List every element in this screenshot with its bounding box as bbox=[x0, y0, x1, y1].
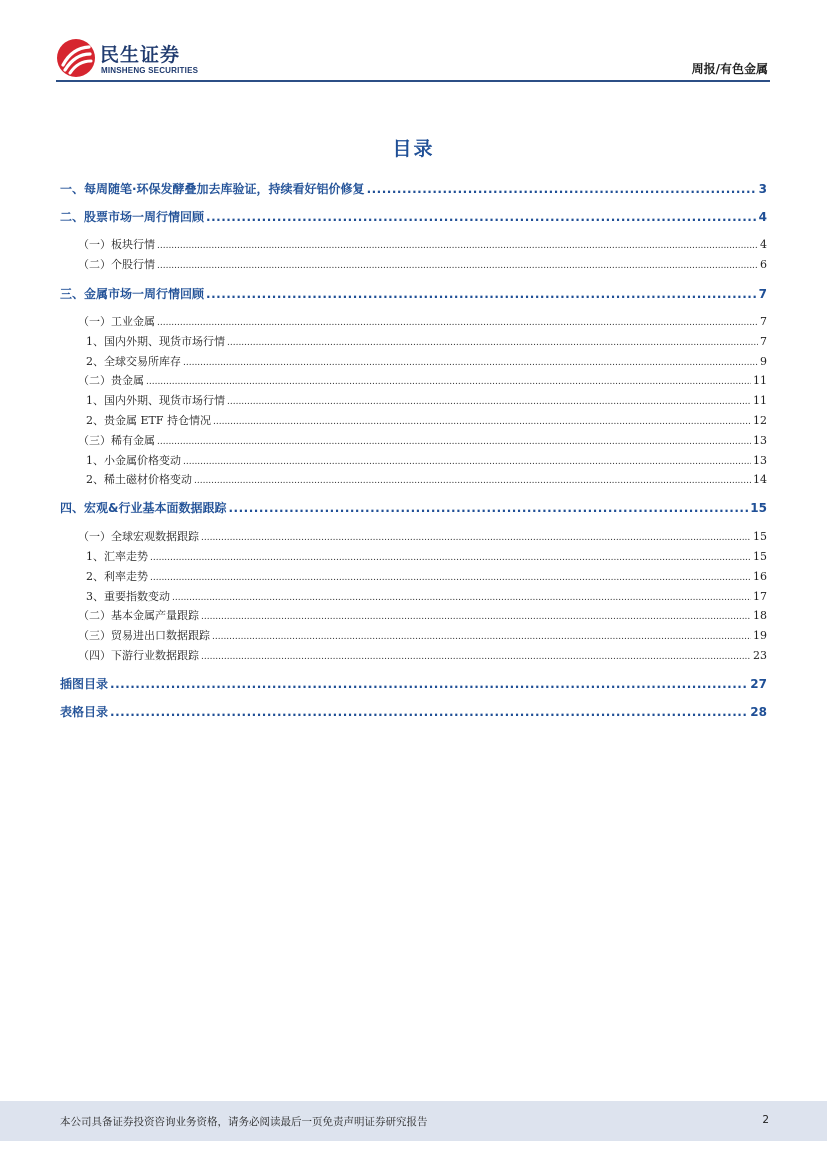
toc-leader bbox=[213, 417, 751, 427]
toc-entry-section-2[interactable] bbox=[60, 208, 767, 225]
toc-entry-page: 11 bbox=[753, 394, 767, 407]
toc-entry-page: 27 bbox=[750, 677, 767, 691]
toc-entry-page: 4 bbox=[760, 238, 767, 251]
toc-entry-text: （二）个股行情 bbox=[78, 258, 155, 271]
toc-entry-page: 14 bbox=[753, 473, 767, 486]
toc-entry-text: （二）贵金属 bbox=[78, 374, 144, 387]
toc-entry-figure-list[interactable] bbox=[60, 675, 767, 692]
toc-entry-page: 12 bbox=[753, 414, 767, 427]
toc-entry-subsection[interactable] bbox=[60, 236, 767, 252]
toc-leader bbox=[206, 210, 757, 224]
toc-leader bbox=[201, 533, 751, 543]
toc-entry-text: （三）稀有金属 bbox=[78, 434, 155, 447]
company-logo bbox=[56, 38, 216, 78]
toc-leader bbox=[157, 261, 758, 271]
toc-entry-text: 1、汇率走势 bbox=[86, 550, 148, 563]
toc-leader bbox=[194, 476, 751, 486]
toc-entry-text: 1、国内外期、现货市场行情 bbox=[86, 335, 225, 348]
toc-leader bbox=[206, 287, 757, 301]
toc-entry-text: 2、利率走势 bbox=[86, 570, 148, 583]
toc-entry-subsection[interactable] bbox=[60, 647, 767, 663]
toc-entry-subsection[interactable] bbox=[60, 607, 767, 623]
toc-entry-page: 23 bbox=[753, 649, 767, 662]
toc-entry-item[interactable] bbox=[60, 471, 767, 487]
report-type-label: 周报/有色金属 bbox=[691, 62, 768, 76]
toc-entry-text: （二）基本金属产量跟踪 bbox=[78, 609, 199, 622]
toc-entry-page: 15 bbox=[753, 530, 767, 543]
logo-english-name: MINSHENG SECURITIES bbox=[101, 66, 199, 75]
toc-entry-text: 三、金属市场一周行情回顾 bbox=[60, 287, 205, 301]
toc-entry-item[interactable] bbox=[60, 392, 767, 408]
toc-entry-item[interactable] bbox=[60, 353, 767, 369]
toc-entry-table-list[interactable] bbox=[60, 703, 767, 720]
toc-entry-page: 9 bbox=[760, 355, 767, 368]
toc-entry-text: 插图目录 bbox=[60, 677, 109, 691]
toc-entry-text: （四）下游行业数据跟踪 bbox=[78, 649, 199, 662]
toc-entry-text: 2、稀土磁材价格变动 bbox=[86, 473, 192, 486]
toc-leader bbox=[157, 241, 758, 251]
toc-entry-page: 15 bbox=[753, 550, 767, 563]
toc-entry-text: 1、国内外期、现货市场行情 bbox=[86, 394, 225, 407]
page-footer bbox=[0, 1101, 827, 1141]
toc-leader bbox=[183, 457, 751, 467]
toc-entry-text: 四、宏观&行业基本面数据跟踪 bbox=[60, 501, 227, 515]
toc-leader bbox=[157, 318, 758, 328]
toc-leader bbox=[201, 612, 751, 622]
toc-entry-subsection[interactable] bbox=[60, 256, 767, 272]
toc-entry-page: 15 bbox=[750, 501, 767, 515]
toc-entry-page: 4 bbox=[758, 210, 767, 224]
toc-leader bbox=[228, 501, 748, 515]
toc-leader bbox=[157, 437, 751, 447]
toc-entry-item[interactable] bbox=[60, 412, 767, 428]
page-header bbox=[56, 34, 770, 82]
toc-leader bbox=[227, 338, 758, 348]
toc-title: 目录 bbox=[392, 138, 435, 160]
toc-entry-page: 28 bbox=[750, 705, 767, 719]
toc-entry-page: 13 bbox=[753, 434, 767, 447]
toc-entry-section-3[interactable] bbox=[60, 285, 767, 302]
toc-leader bbox=[150, 573, 751, 583]
toc-entry-page: 19 bbox=[753, 629, 767, 642]
page-number: 2 bbox=[762, 1114, 769, 1126]
toc-entry-item[interactable] bbox=[60, 568, 767, 584]
toc-leader bbox=[150, 553, 751, 563]
toc-entry-page: 7 bbox=[760, 335, 767, 348]
toc-entry-page: 6 bbox=[760, 258, 767, 271]
toc-entry-text: （一）工业金属 bbox=[78, 315, 155, 328]
toc-entry-subsection[interactable] bbox=[60, 313, 767, 329]
toc-leader bbox=[227, 397, 751, 407]
footer-disclaimer: 本公司具备证券投资咨询业务资格，请务必阅读最后一页免责声明证券研究报告 bbox=[60, 1116, 428, 1128]
toc-entry-subsection[interactable] bbox=[60, 372, 767, 388]
toc-leader bbox=[110, 705, 748, 719]
toc-leader bbox=[110, 677, 748, 691]
toc-entry-item[interactable] bbox=[60, 548, 767, 564]
toc-entry-text: 1、小金属价格变动 bbox=[86, 454, 181, 467]
toc-entry-item[interactable] bbox=[60, 333, 767, 349]
toc-entry-text: 2、贵金属 ETF 持仓情况 bbox=[86, 414, 211, 427]
toc-entry-text: （一）板块行情 bbox=[78, 238, 155, 251]
toc-entry-page: 16 bbox=[753, 570, 767, 583]
toc-entry-text: 2、全球交易所库存 bbox=[86, 355, 181, 368]
toc-entry-page: 11 bbox=[753, 374, 767, 387]
toc-leader bbox=[146, 377, 751, 387]
toc-entry-section-4[interactable] bbox=[60, 499, 767, 516]
toc-entry-item[interactable] bbox=[60, 452, 767, 468]
toc-leader bbox=[172, 593, 751, 603]
toc-entry-text: 3、重要指数变动 bbox=[86, 590, 170, 603]
toc-entry-text: 一、每周随笔·环保发酵叠加去库验证，持续看好铝价修复 bbox=[60, 182, 365, 196]
toc-entry-text: 二、股票市场一周行情回顾 bbox=[60, 210, 205, 224]
toc-entry-text: （三）贸易进出口数据跟踪 bbox=[78, 629, 210, 642]
toc-entry-text: 表格目录 bbox=[60, 705, 109, 719]
toc-entry-page: 13 bbox=[753, 454, 767, 467]
toc-entry-text: （一）全球宏观数据跟踪 bbox=[78, 530, 199, 543]
toc-entry-subsection[interactable] bbox=[60, 627, 767, 643]
minsheng-logo-icon bbox=[56, 38, 96, 78]
toc-leader bbox=[201, 652, 751, 662]
toc-entry-page: 3 bbox=[758, 182, 767, 196]
toc-leader bbox=[367, 182, 757, 196]
toc-entry-subsection[interactable] bbox=[60, 432, 767, 448]
toc-entry-page: 18 bbox=[753, 609, 767, 622]
toc-entry-page: 17 bbox=[753, 590, 767, 603]
toc-entry-item[interactable] bbox=[60, 588, 767, 604]
toc-entry-page: 7 bbox=[758, 287, 767, 301]
logo-chinese-name: 民生证券 bbox=[100, 44, 181, 66]
toc-leader bbox=[212, 632, 751, 642]
toc-entry-subsection[interactable] bbox=[60, 528, 767, 544]
toc-leader bbox=[183, 358, 758, 368]
toc-entry-page: 7 bbox=[760, 315, 767, 328]
header-divider bbox=[56, 80, 770, 82]
toc-entry-section-1[interactable] bbox=[60, 180, 767, 197]
